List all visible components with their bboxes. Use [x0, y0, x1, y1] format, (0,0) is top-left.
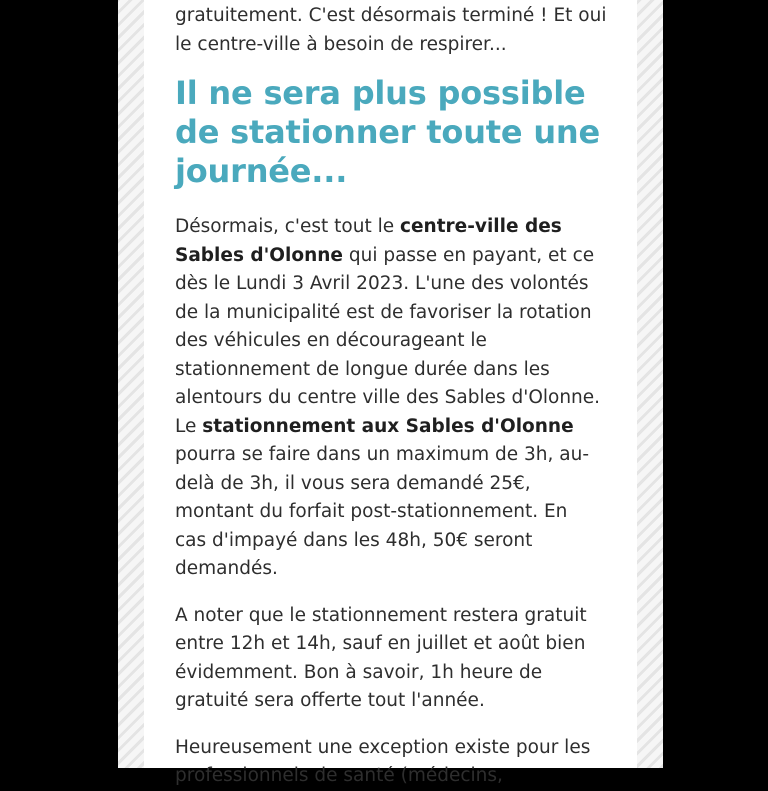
text-line: Heureusement une exception existe pour les	[175, 736, 591, 758]
text-line: gratuité sera offerte tout l'année.	[175, 690, 485, 711]
text-line: stationnement de longue durée dans les	[175, 358, 550, 380]
text-line: pourra se faire dans un maximum de 3h, au-	[175, 444, 589, 465]
text-line: dès le Lundi 3 Avril 2023. L'une des volontés	[175, 273, 589, 294]
heading-line: de stationner toute une	[175, 113, 600, 151]
bold-text: stationnement aux Sables d'Olonne	[202, 415, 574, 437]
bold-text: centre-ville des	[400, 216, 562, 237]
heading-line: Il ne sera plus possible	[175, 74, 586, 112]
text-line: montant du forfait post-stationnement. En	[175, 501, 568, 522]
intro-line: le centre-ville à besoin de respirer...	[175, 33, 507, 55]
section-heading	[175, 74, 627, 191]
text-run: Le	[175, 415, 203, 437]
text-line: des véhicules en décourageant le	[175, 330, 487, 351]
article-content	[175, 2, 627, 791]
text-line: delà de 3h, il vous sera demandé 25€,	[175, 472, 531, 494]
text-line: cas d'impayé dans les 48h, 50€ seront	[175, 529, 533, 551]
text-run: qui passe en payant, et ce	[342, 244, 595, 266]
paragraph-exception	[175, 734, 627, 791]
text-line: professionnels de santé (médecins,	[175, 765, 503, 786]
paragraph-gap	[175, 584, 627, 602]
text-line: demandés.	[175, 558, 278, 579]
page-frame	[118, 0, 663, 786]
paragraph-parking-rules	[175, 213, 627, 584]
intro-paragraph	[175, 2, 627, 59]
article-card	[144, 0, 637, 786]
text-line: alentours du centre ville des Sables d'Olonne.	[175, 387, 601, 408]
text-line: évidemment. Bon à savoir, 1h heure de	[175, 661, 543, 683]
intro-line: gratuitement. C'est désormais terminé ! Et oui	[175, 5, 607, 26]
text-run: Désormais, c'est tout le	[175, 216, 401, 237]
text-line: entre 12h et 14h, sauf en juillet et août bien	[175, 633, 586, 654]
text-line: A noter que le stationnement restera gratuit	[175, 604, 587, 626]
bold-text: Sables d'Olonne	[175, 244, 343, 266]
paragraph-free-hours	[175, 602, 627, 716]
paragraph-gap	[175, 716, 627, 734]
heading-line: journée...	[175, 152, 348, 190]
text-line: de la municipalité est de favoriser la rotation	[175, 301, 592, 323]
